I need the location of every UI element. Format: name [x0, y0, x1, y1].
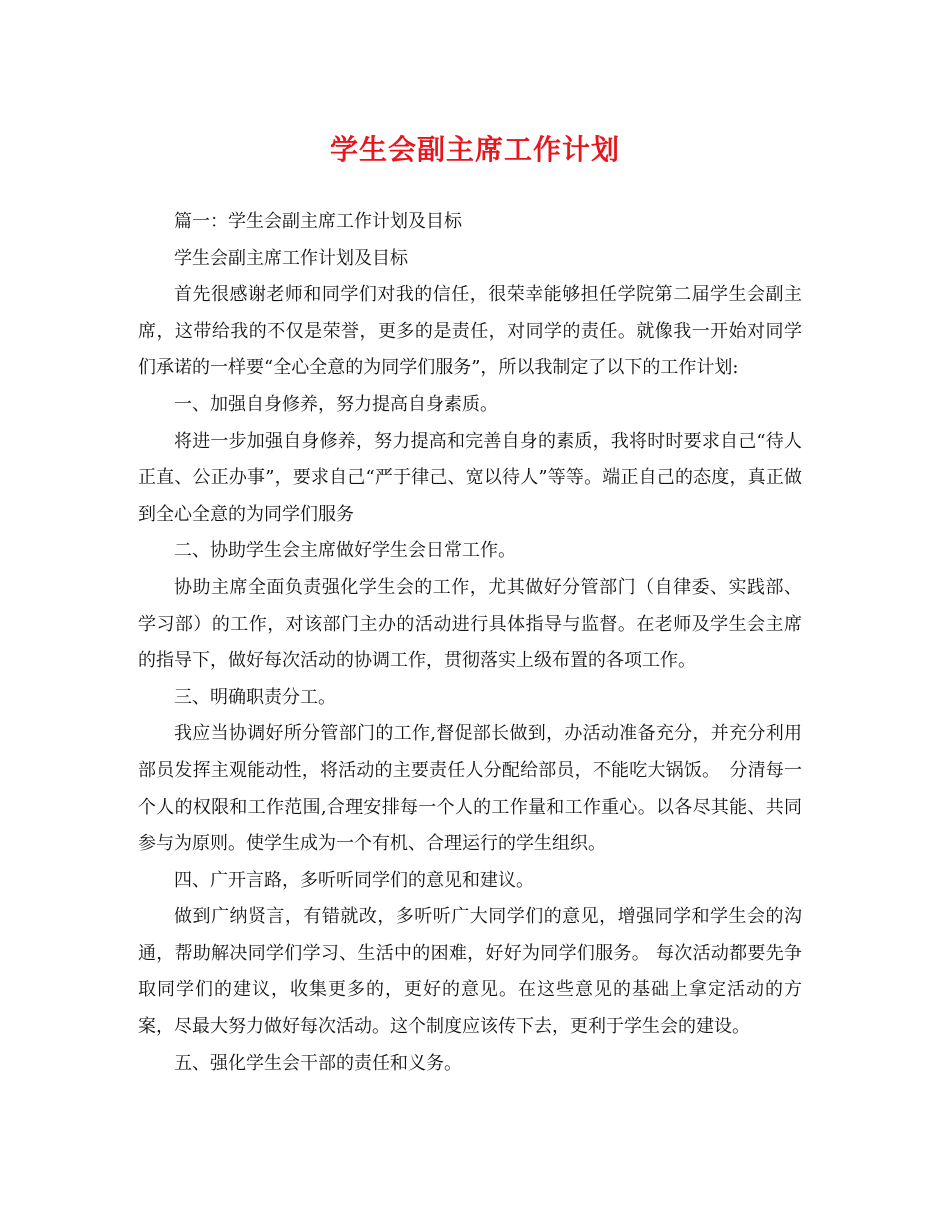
- item-heading-4: 四、广开言路，多听听同学们的意见和建议。: [174, 869, 534, 891]
- paragraph-4: 做到广纳贤言，有错就改，多听听广大同学们的意见，增强同学和学生会的沟通，帮助解决同学们学习、生活中的困难，好好为同学们服务。 每次活动都要先争取同学们的建议，收集更多的，更好的意见。在这些意见的基础上拿定活动的方案，尽最大努力做好每次活动。这个制度应该传下去，更利于学生会的建设。: [138, 906, 802, 1038]
- item-heading-5: 五、强化学生会干部的责任和义务。: [174, 1052, 462, 1074]
- document-title: 学生会副主席工作计划: [329, 133, 620, 166]
- subtitle: 学生会副主席工作计划及目标: [174, 247, 408, 269]
- paragraph-intro: 首先很感谢老师和同学们对我的信任，很荣幸能够担任学院第二届学生会副主席，这带给我的不仅是荣誉，更多的是责任，对同学的责任。就像我一开始对同学们承诺的一样要“全心全意的为同学们服务”，所以我制定了以下的工作计划:: [138, 284, 802, 379]
- paragraph-1: 将进一步加强自身修养，努力提高和完善自身的素质，我将时时要求自己“待人正直、公正办事”，要求自己“严于律己、宽以待人”等等。端正自己的态度，真正做到全心全意的为同学们服务: [138, 430, 802, 525]
- document-body: [138, 204, 802, 1082]
- paragraph-3: 我应当协调好所分管部门的工作,督促部长做到，办活动准备充分，并充分利用部员发挥主观能动性，将活动的主要责任人分配给部员，不能吃大锅饭。 分清每一个人的权限和工作范围,合理安排每一个人的工作量和工作重心。以各尽其能、共同参与为原则。使学生成为一个有机、合理运行的学生组织。: [138, 723, 802, 855]
- paragraph-2: 协助主席全面负责强化学生会的工作，尤其做好分管部门（自律委、实践部、学习部）的工作，对该部门主办的活动进行具体指导与监督。在老师及学生会主席的指导下，做好每次活动的协调工作，贯彻落实上级布置的各项工作。: [138, 576, 802, 672]
- item-heading-1: 一、加强自身修养，努力提高自身素质。: [174, 393, 498, 415]
- item-heading-2: 二、协助学生会主席做好学生会日常工作。: [174, 540, 516, 562]
- section-heading: 篇一：学生会副主席工作计划及目标: [174, 211, 462, 232]
- item-heading-3: 三、明确职责分工。: [174, 686, 336, 708]
